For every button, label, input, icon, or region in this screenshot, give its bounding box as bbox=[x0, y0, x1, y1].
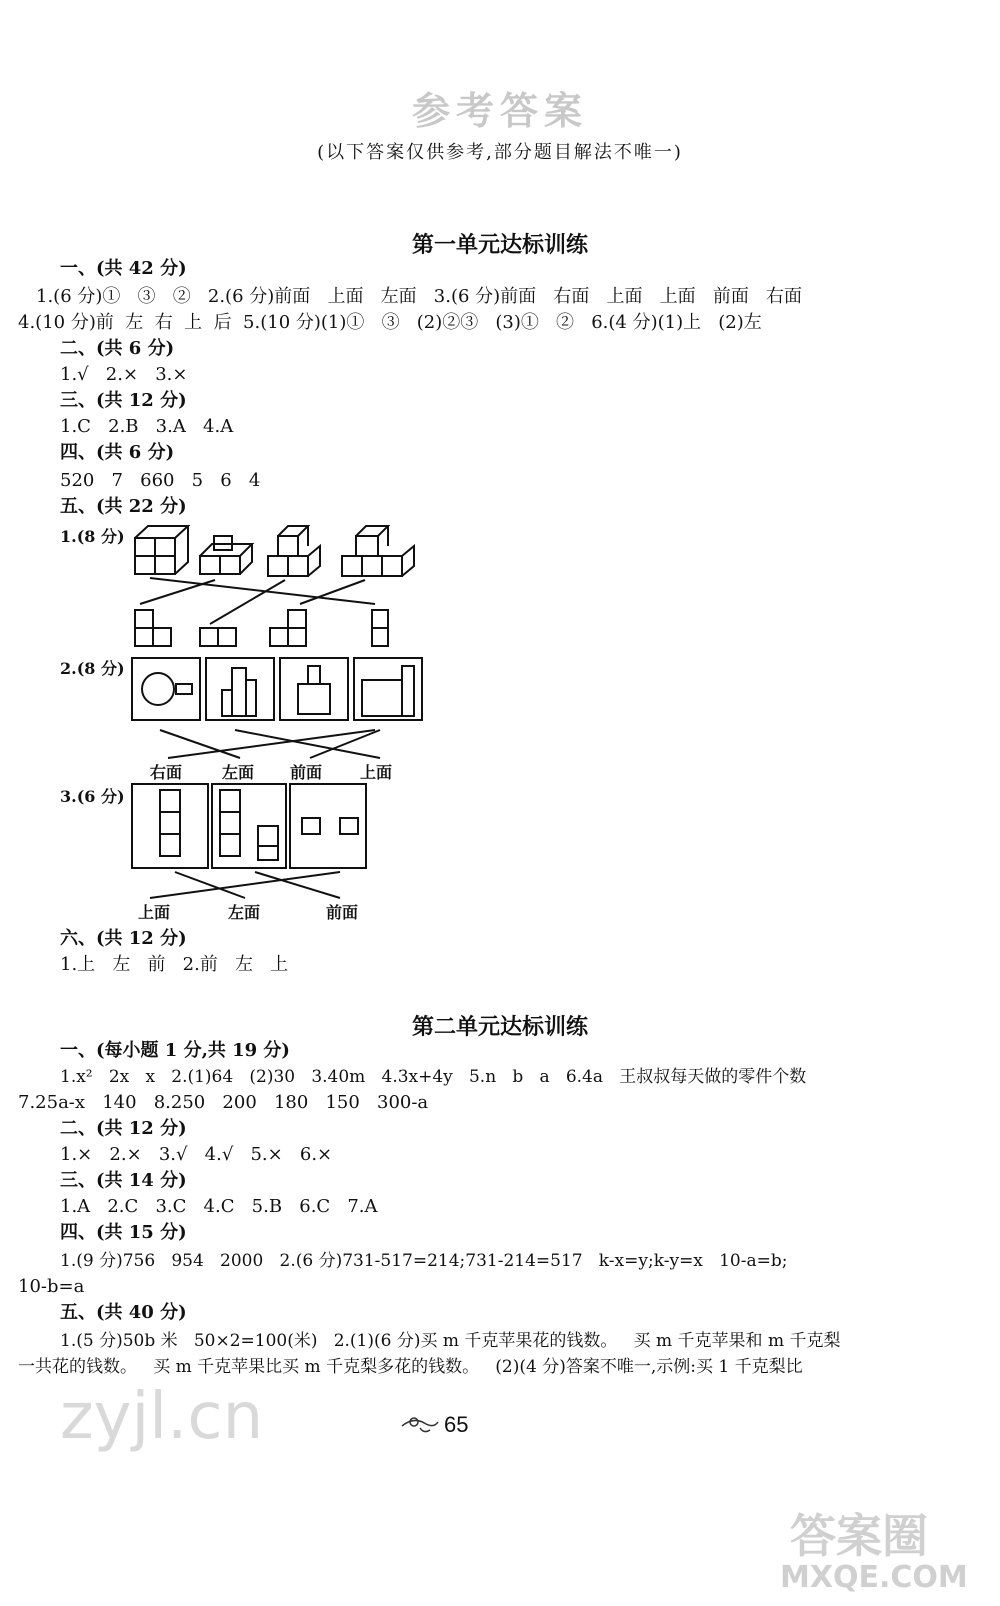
q2-view-2: 左面 bbox=[222, 763, 255, 782]
unit2-s2-line1: 1.× 2.× 3.√ 4.√ 5.× 6.× bbox=[60, 1144, 333, 1165]
unit2-s4-line2: 10-b=a bbox=[18, 1276, 85, 1297]
unit2-s5-line1: 1.(5 分)50b 米 50×2=100(米) 2.(1)(6 分)买 m 千克苹果花的钱数。 买 m 千克苹果和 m 千克梨 bbox=[60, 1331, 841, 1351]
unit1-s3-line1: 1.C 2.B 3.A 4.A bbox=[60, 416, 234, 437]
unit2-s3-head: 三、(共 14 分) bbox=[60, 1170, 187, 1191]
flower-icon bbox=[400, 1408, 440, 1438]
unit1-title: 第一单元达标训练 bbox=[411, 233, 588, 258]
unit1-s6-head: 六、(共 12 分) bbox=[60, 928, 187, 949]
q3-view-2: 左面 bbox=[228, 903, 261, 922]
unit1-s6-line1: 1.上 左 前 2.前 左 上 bbox=[60, 954, 289, 975]
unit1-s2-line1: 1.√ 2.× 3.× bbox=[60, 364, 188, 385]
q1-label: 1.(8 分) bbox=[60, 527, 125, 546]
unit2-s1-line1: 1.x² 2x x 2.(1)64 (2)30 3.40m 4.3x+4y 5.n b a 6.4a 王叔叔每天做的零件个数 bbox=[60, 1067, 807, 1087]
q2-view-1: 右面 bbox=[150, 763, 183, 782]
watermark-right-bottom: MXQE.COM bbox=[780, 1560, 968, 1595]
unit1-s5-head: 五、(共 22 分) bbox=[60, 496, 187, 517]
unit2-s3-line1: 1.A 2.C 3.C 4.C 5.B 6.C 7.A bbox=[60, 1196, 378, 1217]
unit2-s1-line2: 7.25a-x 140 8.250 200 180 150 300-a bbox=[18, 1092, 429, 1113]
unit2-title: 第二单元达标训练 bbox=[411, 1015, 588, 1040]
unit1-s4-line1: 520 7 660 5 6 4 bbox=[60, 470, 261, 491]
q3-view-1: 上面 bbox=[138, 903, 171, 922]
unit2-s1-head: 一、(每小题 1 分,共 19 分) bbox=[60, 1040, 290, 1061]
unit1-s1-line2: 4.(10 分)前 左 右 上 后 5.(10 分)(1)① ③ (2)②③ (3)① ② 6.(4 分)(1)上 (2)左 bbox=[18, 312, 762, 333]
unit2-s5-head: 五、(共 40 分) bbox=[60, 1302, 187, 1323]
unit1-s3-head: 三、(共 12 分) bbox=[60, 390, 187, 411]
unit1-s2-head: 二、(共 6 分) bbox=[60, 338, 175, 359]
page-subtitle: (以下答案仅供参考,部分题目解法不唯一) bbox=[317, 142, 683, 163]
page-title: 参考答案 bbox=[411, 88, 588, 133]
unit1-s4-head: 四、(共 6 分) bbox=[60, 442, 175, 463]
unit2-s2-head: 二、(共 12 分) bbox=[60, 1118, 187, 1139]
watermark-right-top: 答案圈 bbox=[790, 1509, 928, 1563]
unit1-s1-line1: 1.(6 分)① ③ ② 2.(6 分)前面 上面 左面 3.(6 分)前面 右面 上面 上面 前面 右面 bbox=[36, 286, 802, 307]
unit2-s5-line2: 一共花的钱数。 买 m 千克苹果比买 m 千克梨多花的钱数。 (2)(4 分)答案不唯一,示例:买 1 千克梨比 bbox=[18, 1357, 803, 1377]
unit1-s1-head: 一、(共 42 分) bbox=[60, 258, 187, 279]
q3-label: 3.(6 分) bbox=[60, 787, 125, 806]
unit2-s4-head: 四、(共 15 分) bbox=[60, 1222, 187, 1243]
unit2-s4-line1: 1.(9 分)756 954 2000 2.(6 分)731-517=214;731-214=517 k-x=y;k-y=x 10-a=b; bbox=[60, 1251, 788, 1271]
q3-view-3: 前面 bbox=[326, 903, 359, 922]
q2-view-4: 上面 bbox=[360, 763, 393, 782]
watermark-left: zyjl.cn bbox=[60, 1380, 264, 1454]
page-number: 65 bbox=[444, 1412, 469, 1437]
q2-view-3: 前面 bbox=[290, 763, 323, 782]
q2-label: 2.(8 分) bbox=[60, 659, 125, 678]
